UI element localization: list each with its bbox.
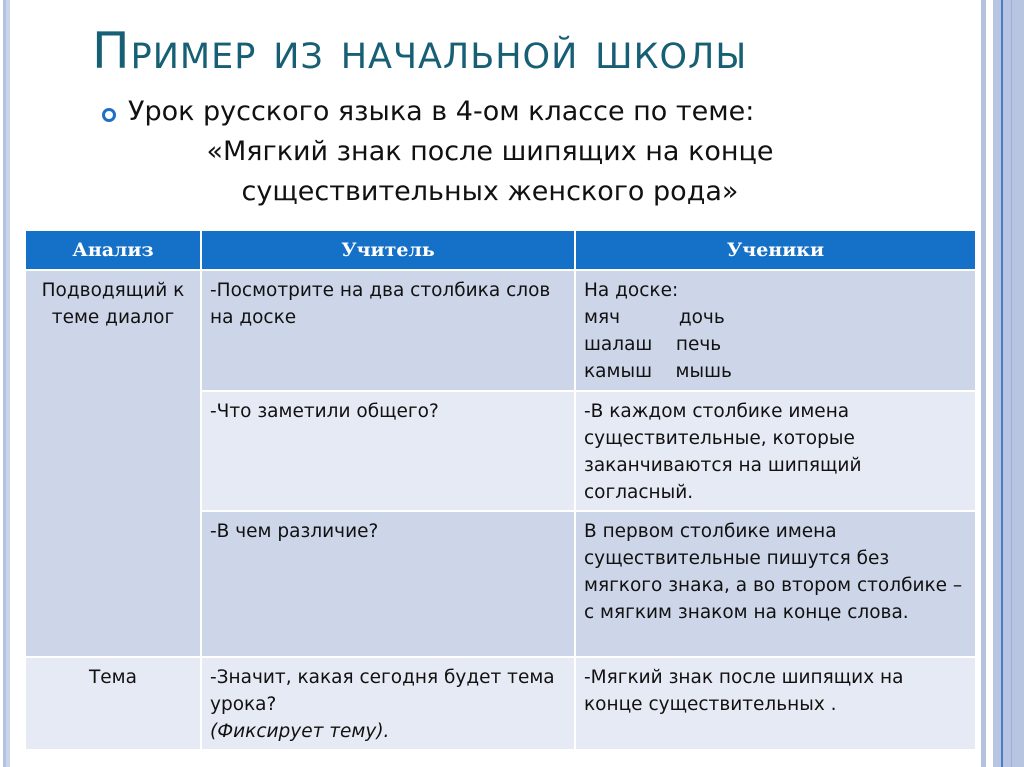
table-header-row [25, 230, 976, 270]
word-pair: мяч дочь [584, 307, 725, 328]
teacher-question: -Значит, какая сегодня будет тема урока? [210, 667, 555, 715]
analysis-cell: Тема [25, 657, 201, 750]
students-cell [575, 270, 976, 391]
teacher-note: (Фиксирует тему). [210, 721, 390, 742]
analysis-cell: Подводящий к теме диалог [25, 270, 201, 657]
bullet-text-line3: существительных женского рода» [241, 176, 739, 207]
students-cell: В первом столбике имена существительные пишутся без мягкого знака, а во втором столбике – с мягким знаком на конце слова. [575, 511, 976, 657]
teacher-cell [201, 657, 575, 750]
teacher-cell: -Что заметили общего? [201, 391, 575, 511]
lesson-table [24, 229, 977, 751]
bullet-text-line2: «Мягкий знак после шипящих на конце [206, 136, 774, 167]
students-cell: -В каждом столбике имена существительные, которые заканчиваются на шипящий согласный. [575, 391, 976, 511]
students-board-label: На доске: [584, 280, 679, 301]
slide-title: Пример из начальной школы [92, 22, 748, 80]
teacher-cell: -Посмотрите на два столбика слов на доске [201, 270, 575, 391]
students-cell: -Мягкий знак после шипящих на конце существительных . [575, 657, 976, 750]
header-students: Ученики [575, 230, 976, 270]
table-row [25, 270, 976, 391]
right-decorative-stripes [981, 0, 1024, 767]
word-pair: камыш мышь [584, 361, 732, 382]
bullet-text-line1: Урок русского языка в 4-ом классе по теме: [128, 96, 755, 127]
circle-bullet-icon [102, 108, 116, 122]
table-row [25, 657, 976, 750]
header-analysis: Анализ [25, 230, 201, 270]
word-pair: шалаш печь [584, 334, 722, 355]
left-decorative-stripe-inner [6, 0, 10, 767]
teacher-cell: -В чем различие? [201, 511, 575, 657]
header-teacher: Учитель [201, 230, 575, 270]
